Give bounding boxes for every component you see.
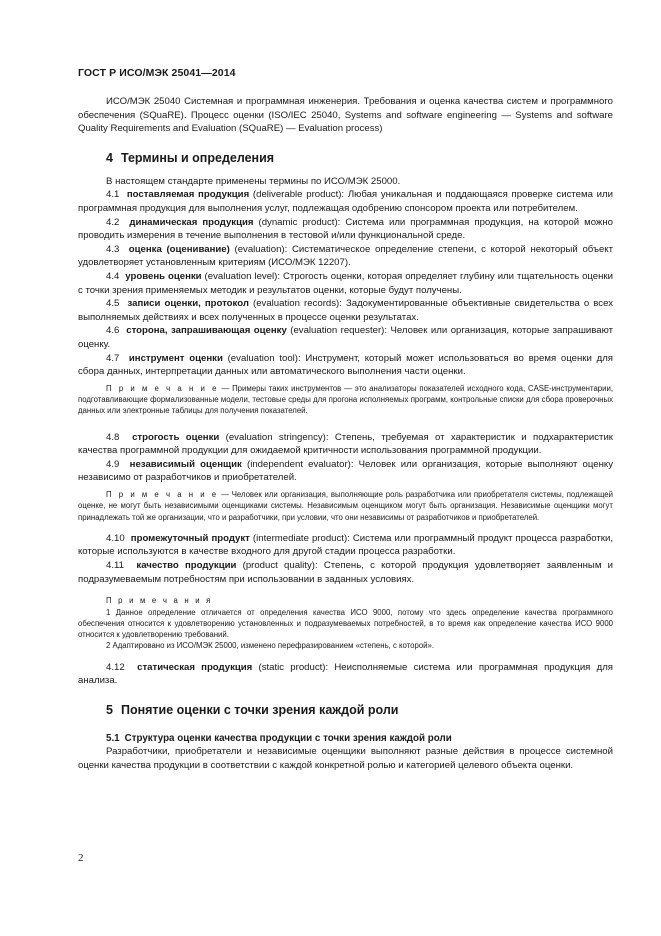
- section-4-title: Термины и определения: [120, 150, 275, 165]
- section-4-lead: В настоящем стандарте применены термины по ИСО/МЭК 25000.: [106, 175, 401, 187]
- note-4-11-1: 1 Данное определение отличается от определения качества ИСО 9000, потому что здесь определение качества программного обеспечения относится к удовлетворению установленных и подразумеваемых потребностей, в то время как определение качества ИСО 9000 относится к удовлетворению требований.: [78, 607, 613, 640]
- term-4-3-name: оценка (оценивание): [128, 243, 230, 255]
- subsection-5-1-number: 5.1: [106, 732, 120, 744]
- term-4-11-name: качество продукции: [136, 560, 237, 572]
- term-4-12: 4.12 статическая продукция (static product): Неисполняемые система или программная продукция для анализа.: [78, 661, 613, 687]
- term-4-1-name: поставляемая продукция: [126, 189, 250, 201]
- note-4-7: П р и м е ч а н и е — Примеры таких инструментов — это анализаторы показателей исходного кода, CASE-инструментарии, подготавливающие формализованные модели, тестовые среды для прогона исполняемых программ, контрольные списки для сбора проверочных данных или электронные таблицы для получения показателей.: [78, 383, 614, 416]
- note-4-11-2: 2 Адаптировано из ИСО/МЭК 25000, изменено перефразированием «степень, с которой».: [106, 641, 435, 651]
- section-5-1-paragraph: Разработчики, приобретатели и независимые оценщики выполняют разные действия в процессе системной оценки качества продукции в соответствии с каждой конкретной ролью и категорией целевого объекта оценки.: [78, 746, 613, 772]
- term-4-6: 4.6 сторона, запрашивающая оценку (evaluation requester): Человек или организация, которые запрашивают оценку.: [78, 325, 613, 350]
- section-5-title: Понятие оценки с точки зрения каждой роли: [120, 702, 399, 717]
- term-4-9-name: независимый оценщик: [129, 458, 242, 470]
- term-4-4: 4.4 уровень оценки (evaluation level): Строгость оценки, которая определяет глубину или тщательность оценки с точки зрения применяемых методик и результатов оценки, которые будут получены.: [78, 270, 613, 296]
- term-4-2: 4.2 динамическая продукция (dynamic product): Система или программная продукция, на которой можно проводить измерения в течение выполнения в тестовой и/или функциональной среде.: [78, 216, 613, 242]
- term-4-11: 4.11 качество продукции (product quality): Степень, с которой продукция удовлетворяет заявленным и подразумеваемым потребностям при использовании в заданных условиях.: [78, 560, 613, 585]
- section-5-number: 5: [106, 702, 113, 717]
- term-4-8-name: строгость оценки: [132, 431, 220, 443]
- page-content: [78, 95, 613, 773]
- term-4-9: 4.9 независимый оценщик (independent evaluator): Человек или организация, которые выполняют оценку независимо от разработчиков и приобретателей.: [78, 458, 613, 484]
- page-number: 2: [78, 852, 84, 864]
- term-4-3: 4.3 оценка (оценивание) (evaluation): Систематическое определение степени, с которой некоторый объект удовлетворяет установленным критериям (ИСО/МЭК 12207).: [78, 243, 613, 269]
- term-4-12-name: статическая продукция: [137, 661, 253, 673]
- term-4-5-name: записи оценки, протокол: [127, 298, 249, 310]
- subsection-5-1-title: Структура оценки качества продукции с точки зрения каждой роли: [124, 732, 452, 744]
- term-4-2-name: динамическая продукция: [129, 216, 254, 228]
- term-4-6-name: сторона, запрашивающая оценку: [126, 325, 287, 337]
- document-header: ГОСТ Р ИСО/МЭК 25041—2014: [78, 67, 236, 79]
- term-4-7-name: инструмент оценки: [128, 352, 223, 364]
- term-4-8: 4.8 строгость оценки (evaluation stringency): Степень, требуемая от характеристик и подхарактеристик качества программной продукции для ожидаемой критичности использования программной продукции.: [78, 431, 613, 457]
- section-4-number: 4: [106, 150, 113, 165]
- notes-4-11-title: П р и м е ч а н и я: [106, 596, 213, 606]
- intro-reference: ИСО/МЭК 25040 Системная и программная инженерия. Требования и оценка качества систем и программного обеспечения (SQuaRE). Процесс оценки (ISO/IEC 25040, Systems and software engineering — Systems and software Quality Requirements and Evaluation (SQuaRE) — Evaluation process): [78, 96, 613, 135]
- section-5-heading: [78, 702, 613, 718]
- section-4-heading: [78, 150, 613, 166]
- term-4-7: 4.7 инструмент оценки (evaluation tool): Инструмент, который может использоваться во время оценки для сбора данных, интерпретации данных или автоматического выполнения части оценки.: [78, 352, 613, 378]
- term-4-4-name: уровень оценки: [125, 270, 202, 282]
- term-4-10: 4.10 промежуточный продукт (intermediate product): Система или программный продукт процесса разработки, которые используются в качестве входного для другой стадии процесса разработки.: [78, 532, 613, 558]
- term-4-1: 4.1 поставляемая продукция (deliverable product): Любая уникальная и поддающаяся проверке система или программная продукция для выполнения услуг, подлежащая одобрению спонсором проекта или потребителем.: [78, 189, 613, 214]
- term-4-10-name: промежуточный продукт: [130, 532, 250, 544]
- note-4-9: П р и м е ч а н и е — Человек или организация, выполняющие роль разработчика или приобретателя системы, подлежащей оценке, не могут быть независимыми оценщиками системы. Независимым оценщиком могут быть организация. Независимые оценщики могут принадлежать той же организации, что и разработчики, при условии, что они независимы от разработчиков и приобретателей.: [78, 489, 614, 522]
- subsection-5-1-heading: [78, 732, 613, 746]
- term-4-5: 4.5 записи оценки, протокол (evaluation records): Задокументированные объективные свидетельства о всех выполняемых действиях и всех полученных в процессе оценки результатах.: [78, 298, 613, 323]
